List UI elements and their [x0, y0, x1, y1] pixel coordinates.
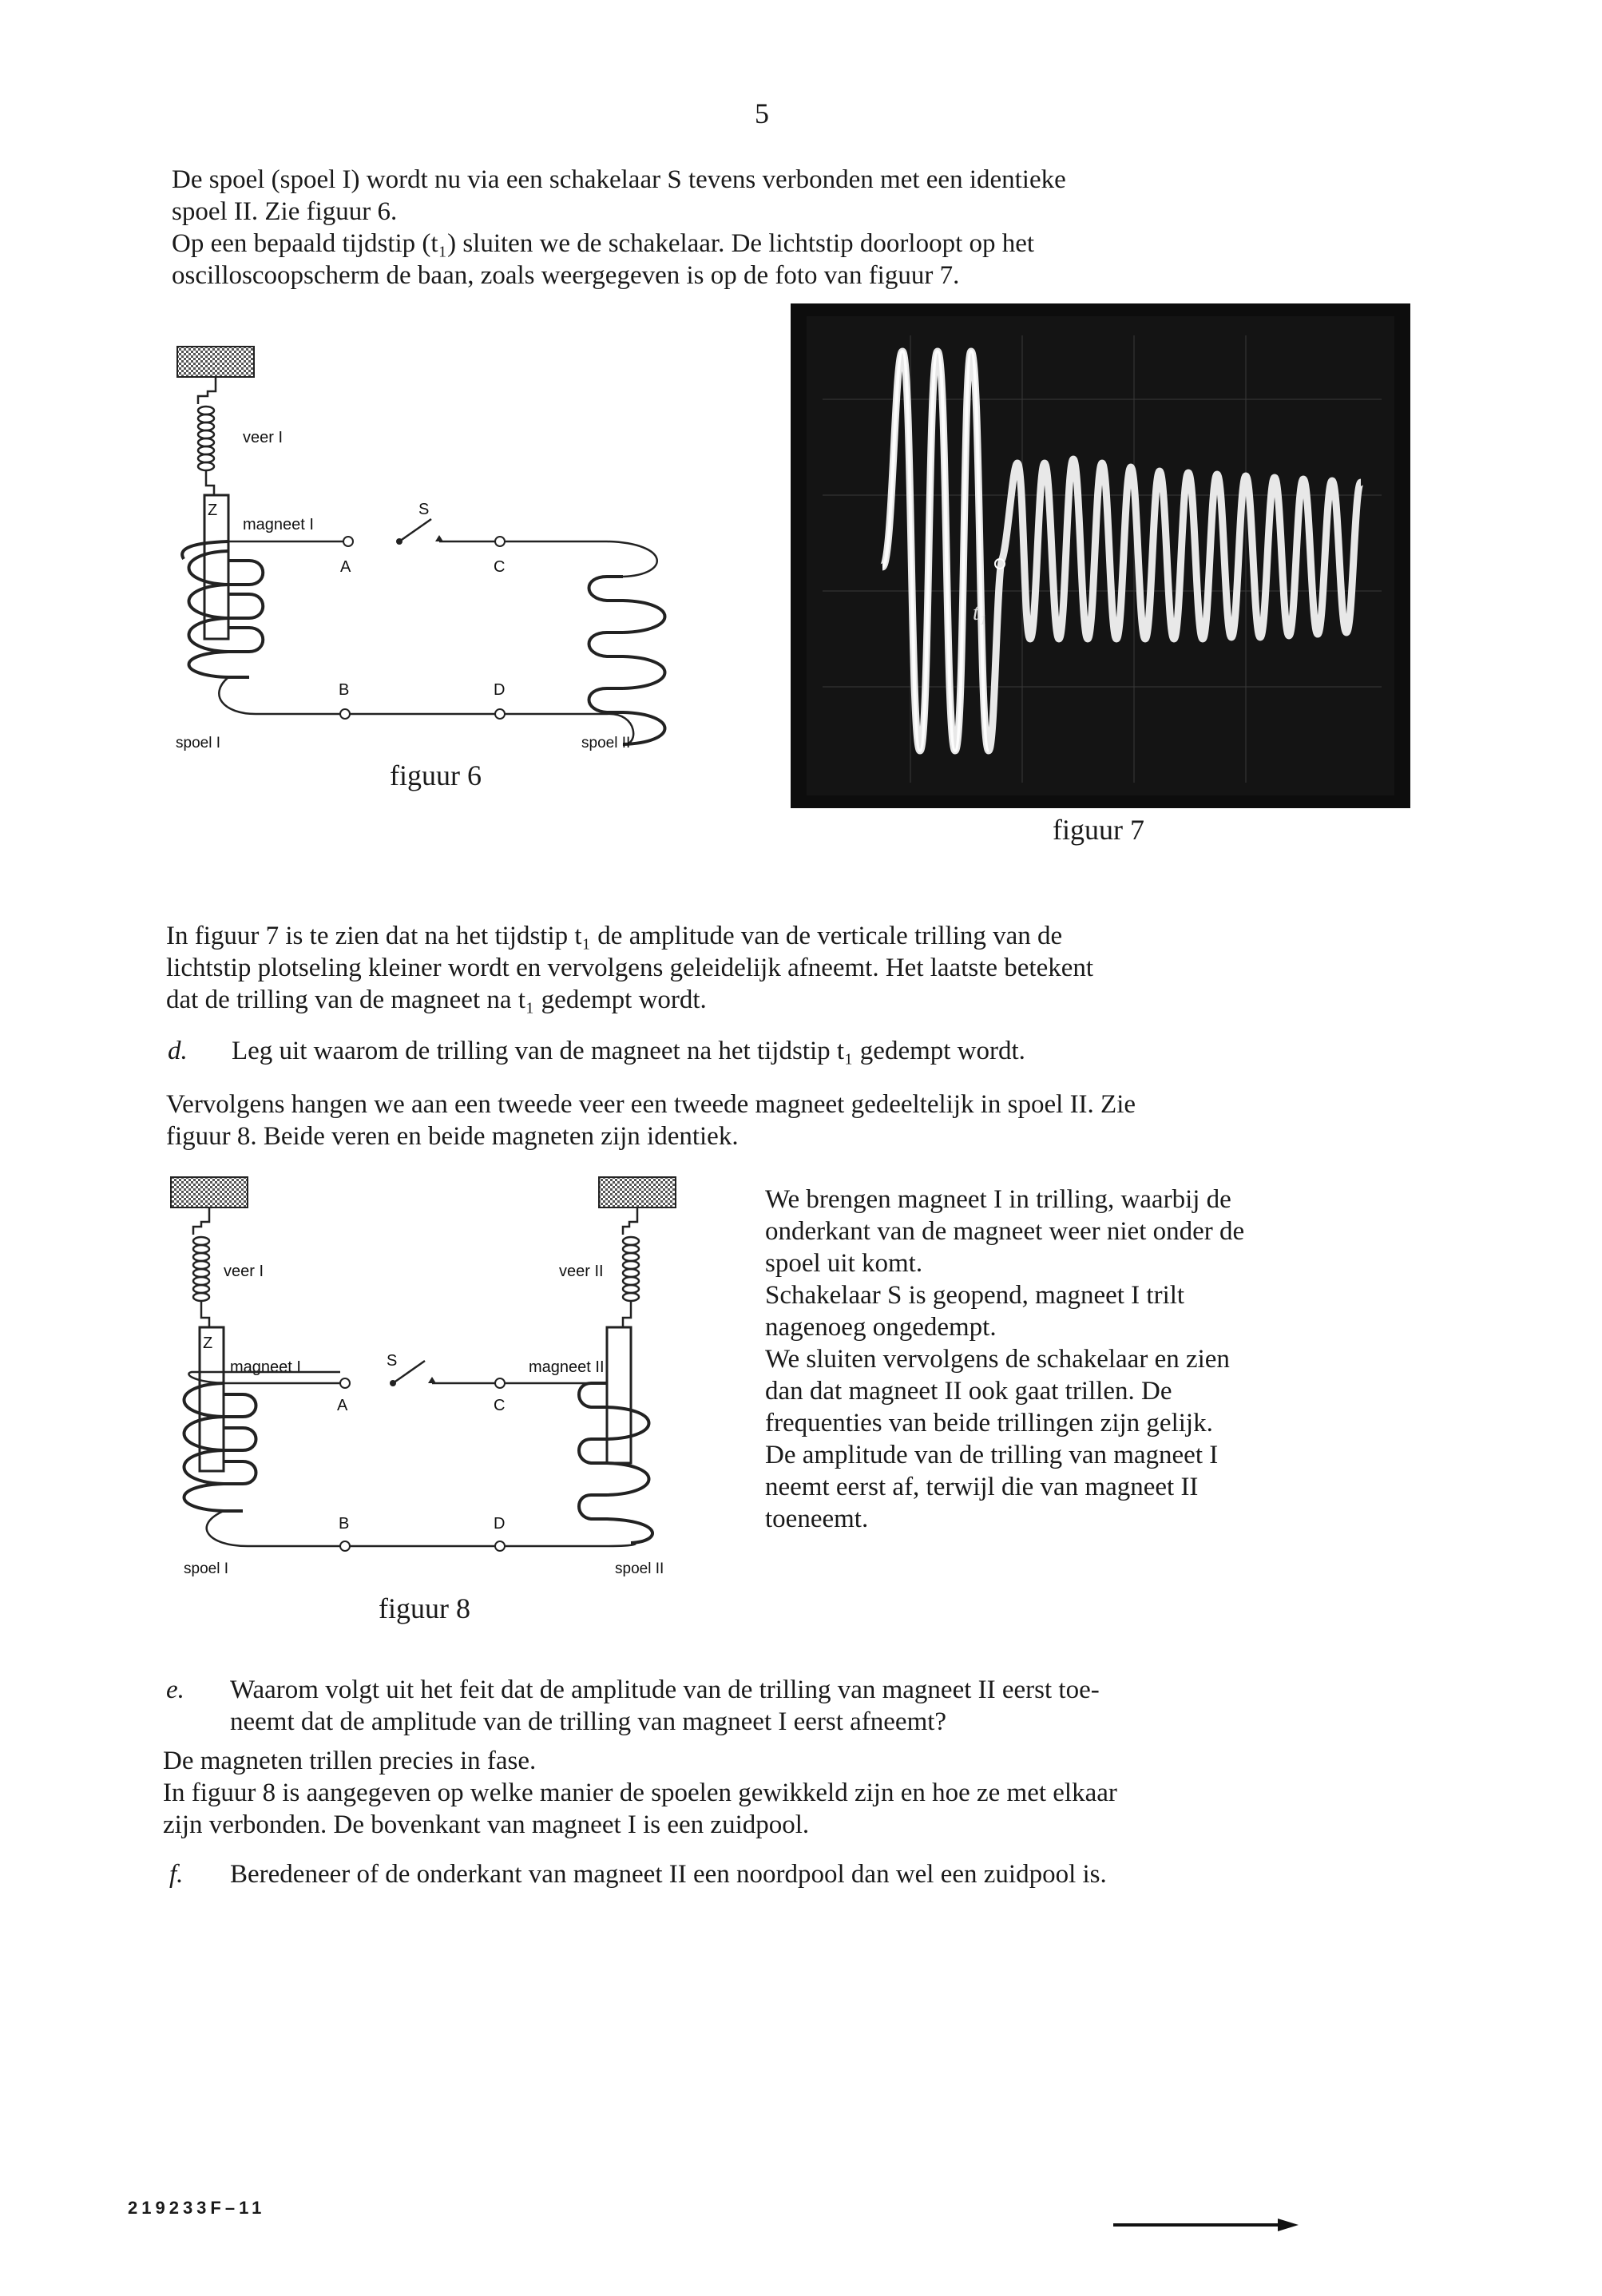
side-text-line: nagenoeg ongedempt. — [765, 1313, 997, 1342]
label-c: C — [494, 558, 506, 576]
label-veer2: veer II — [559, 1263, 604, 1280]
label-spoel1: spoel I — [176, 735, 220, 751]
figure-6-caption: figuur 6 — [390, 759, 482, 791]
figure-8-caption: figuur 8 — [379, 1592, 470, 1624]
label-b: B — [339, 681, 350, 699]
question-d-text: Leg uit waarom de trilling van de magneet na het tijdstip t₁ gedempt wordt. — [232, 1037, 1025, 1065]
side-text — [765, 1184, 1244, 1535]
figure-7-caption: figuur 7 — [1053, 814, 1144, 846]
label-b: B — [339, 1515, 350, 1533]
intro-line: De spoel (spoel I) wordt nu via een schakelaar S tevens verbonden met een identieke — [172, 165, 1066, 194]
side-text-line: Schakelaar S is geopend, magneet I trilt — [765, 1281, 1185, 1310]
intro-line: Op een bepaald tijdstip (t₁) sluiten we de schakelaar. De lichtstip doorloopt op het — [172, 229, 1035, 258]
paragraph-line: zijn verbonden. De bovenkant van magneet I is een zuidpool. — [163, 1810, 810, 1839]
label-z: Z — [203, 1334, 213, 1352]
paragraph-line: lichtstip plotseling kleiner wordt en vervolgens geleidelijk afneemt. Het laatste betekent — [166, 954, 1094, 982]
side-text-line: toeneemt. — [765, 1505, 869, 1533]
terminal-d — [495, 1541, 505, 1551]
label-spoel2: spoel II — [615, 1560, 664, 1577]
magnet-2 — [607, 1327, 631, 1463]
label-spoel1: spoel I — [184, 1560, 228, 1577]
switch-s — [393, 1361, 425, 1383]
label-s: S — [418, 501, 430, 518]
figure-7-oscilloscope — [791, 303, 1410, 808]
ceiling-support-2 — [599, 1177, 676, 1207]
question-d-label: d. — [168, 1037, 188, 1065]
intro-line: spoel II. Zie figuur 6. — [172, 197, 398, 226]
paragraph-line: figuur 8. Beide veren en beide magneten zijn identiek. — [166, 1122, 739, 1151]
paragraph-line: dat de trilling van de magneet na t₁ gedempt wordt. — [166, 985, 707, 1014]
terminal-d — [495, 709, 505, 719]
side-text-line: spoel uit komt. — [765, 1249, 923, 1278]
switch-s — [399, 519, 431, 541]
page-number: 5 — [755, 97, 769, 129]
coil-2 — [579, 1383, 652, 1543]
label-magneet2: magneet II — [529, 1358, 605, 1376]
ceiling-support — [177, 347, 254, 377]
intro-paragraph — [172, 164, 1066, 291]
side-text-line: We sluiten vervolgens de schakelaar en zien — [765, 1345, 1230, 1374]
spring-1 — [198, 406, 214, 470]
label-magneet1: magneet I — [230, 1358, 301, 1376]
terminal-a — [340, 1378, 350, 1388]
side-text-line: dan dat magneet II ook gaat trillen. De — [765, 1377, 1172, 1406]
label-c: C — [494, 1397, 506, 1414]
terminal-b — [340, 1541, 350, 1551]
label-veer: veer I — [243, 429, 284, 446]
figure-6-diagram — [160, 343, 719, 759]
paragraph-line: In figuur 7 is te zien dat na het tijdstip t₁ de amplitude van de verticale trilling van de — [166, 922, 1063, 950]
label-s: S — [387, 1352, 398, 1370]
paragraph-3 — [166, 1089, 1136, 1152]
side-text-line: neemt eerst af, terwijl die van magneet II — [765, 1473, 1199, 1501]
paragraph-2 — [166, 920, 1093, 1016]
terminal-c — [495, 1378, 505, 1388]
spring-2 — [623, 1237, 639, 1301]
footer-code: 219233F–11 — [128, 2198, 266, 2218]
figure-8-diagram — [160, 1174, 719, 1589]
paragraph-line: De magneten trillen precies in fase. — [163, 1747, 537, 1775]
paragraph-line: Vervolgens hangen we aan een tweede veer een tweede magneet gedeeltelijk in spoel II. Zie — [166, 1090, 1136, 1119]
ceiling-support-1 — [171, 1177, 248, 1207]
terminal-b — [340, 709, 350, 719]
question-f-label: f. — [169, 1860, 184, 1889]
side-text-line: onderkant van de magneet weer niet onder de — [765, 1217, 1245, 1246]
terminal-c — [495, 537, 505, 546]
terminal-a — [343, 537, 353, 546]
question-e-label: e. — [166, 1675, 184, 1704]
label-d: D — [494, 1515, 506, 1533]
intro-line: oscilloscoopscherm de baan, zoals weergegeven is op de foto van figuur 7. — [172, 261, 960, 290]
question-f-text: Beredeneer of de onderkant van magneet II een noordpool dan wel een zuidpool is. — [230, 1860, 1107, 1889]
question-e-line: neemt dat de amplitude van de trilling van magneet I eerst afneemt? — [230, 1707, 947, 1736]
t1-marker-label: t₁ — [973, 601, 987, 625]
label-magneet: magneet I — [243, 516, 314, 533]
paragraph-4 — [163, 1745, 1117, 1841]
spring-1 — [193, 1237, 209, 1301]
label-a: A — [340, 558, 351, 576]
label-veer1: veer I — [224, 1263, 264, 1280]
label-z: Z — [208, 502, 218, 519]
side-text-line: frequenties van beide trillingen zijn gelijk. — [765, 1409, 1213, 1437]
paragraph-line: In figuur 8 is aangegeven op welke manier de spoelen gewikkeld zijn en hoe ze met elkaar — [163, 1779, 1117, 1807]
label-a: A — [337, 1397, 348, 1414]
side-text-line: De amplitude van de trilling van magneet I — [765, 1441, 1219, 1469]
side-text-line: We brengen magneet I in trilling, waarbij de — [765, 1185, 1231, 1214]
next-page-arrow-icon — [1110, 2215, 1302, 2235]
question-e-text — [230, 1674, 1100, 1738]
label-d: D — [494, 681, 506, 699]
question-e-line: Waarom volgt uit het feit dat de amplitude van de trilling van magneet II eerst toe- — [230, 1675, 1100, 1704]
label-spoel2: spoel II — [581, 735, 631, 751]
